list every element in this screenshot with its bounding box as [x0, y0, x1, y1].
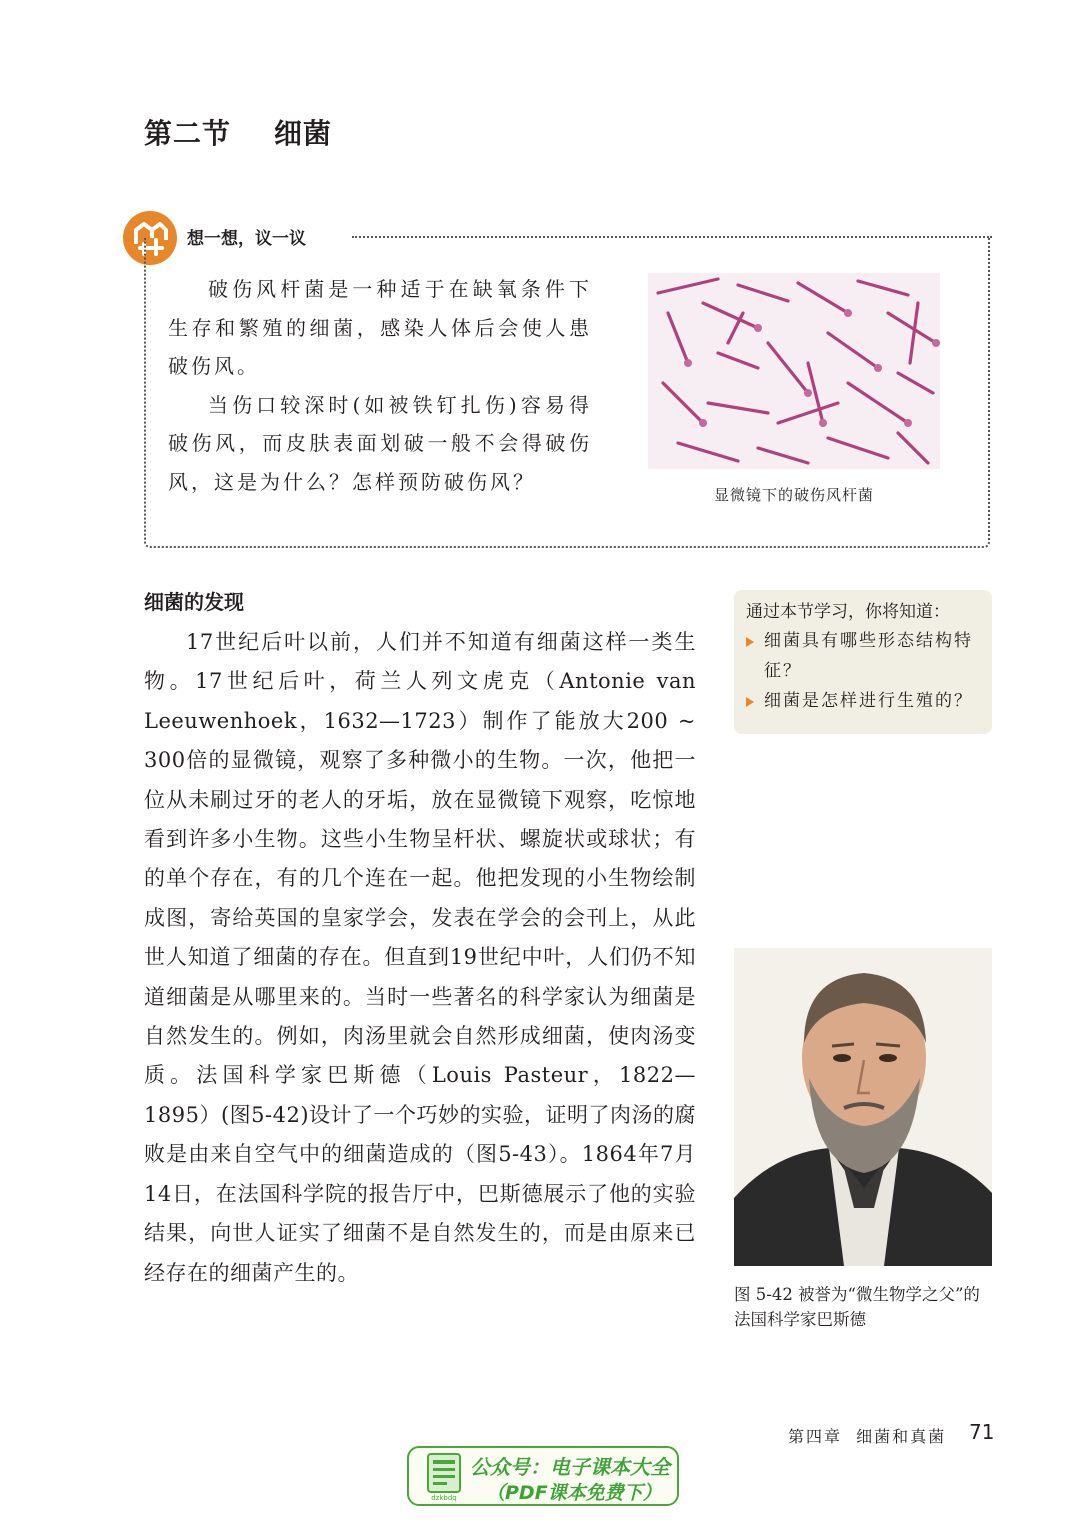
think-paragraph-2: 当伤口较深时(如被铁钉扎伤)容易得破伤风，而皮肤表面划破一般不会得破伤风，这是为什么？怎样预防破伤风？: [168, 392, 592, 494]
portrait-caption: 图 5-42 被誉为“微生物学之父”的法国科学家巴斯德: [734, 1285, 980, 1329]
section-title: 第二节 细菌: [144, 117, 332, 150]
page-number: 71: [969, 1420, 995, 1444]
objective-item: [746, 686, 982, 716]
triangle-bullet-icon: [746, 637, 754, 647]
objective-item: [746, 626, 982, 686]
learning-objectives-box: [734, 590, 992, 734]
discovery-heading: 细菌的发现: [144, 590, 244, 614]
ebook-icon: [424, 1452, 464, 1502]
discovery-paragraph: 17世纪后叶以前，人们并不知道有细菌这样一类生物。17世纪后叶，荷兰人列文虎克（Antonie van Leeuwenhoek，1632—1723）制作了能放大200 ~ 300倍的显微镜，观察了多种微小的生物。一次，他把一位从未刷过牙的老人的牙垢，放在显微镜下观察，吃惊地看到许多小生物。这些小生物呈杆状、螺旋状或球状；有的单个存在，有的几个连在一起。他把发现的小生物绘制成图，寄给英国的皇家学会，发表在学会的会刊上，从此世人知道了细菌的存在。但直到19世纪中叶，人们仍不知道细菌是从哪里来的。当时一些著名的科学家认为细菌是自然发生的。例如，肉汤里就会自然形成细菌，使肉汤变质。法国科学家巴斯德（Louis Pasteur，1822—1895）(图5-42)设计了一个巧妙的实验，证明了肉汤的腐败是由来自空气中的细菌造成的（图5-43）。1864年7月14日，在法国科学院的报告厅中，巴斯德展示了他的实验结果，向世人证实了细菌不是自然发生的，而是由原来已经存在的细菌产生的。: [144, 630, 697, 1285]
think-paragraph-1: 破伤风杆菌是一种适于在缺氧条件下生存和繁殖的细菌，感染人体后会使人患破伤风。: [168, 277, 592, 378]
objective-text: 细菌具有哪些形态结构特征？: [764, 631, 973, 681]
think-discuss-text: [168, 270, 592, 501]
discovery-body: [144, 623, 696, 1293]
triangle-bullet-icon: [746, 697, 754, 707]
badge-line-2: （PDF课本免费下）: [486, 1482, 662, 1504]
pasteur-portrait: [734, 948, 992, 1266]
objectives-title: 通过本节学习，你将知道：: [746, 602, 950, 622]
badge-line-1: 公众号：电子课本大全: [470, 1455, 670, 1479]
tetanus-bacteria-micrograph: [648, 273, 940, 469]
ebook-icon-text: dzkbdq: [431, 1494, 457, 1502]
micrograph-caption: 显微镜下的破伤风杆菌: [713, 486, 874, 504]
footer-chapter: 第四章 细菌和真菌: [788, 1427, 947, 1446]
objective-text: 细菌是怎样进行生殖的？: [764, 691, 973, 711]
think-discuss-label: 想一想，议一议: [187, 229, 306, 249]
